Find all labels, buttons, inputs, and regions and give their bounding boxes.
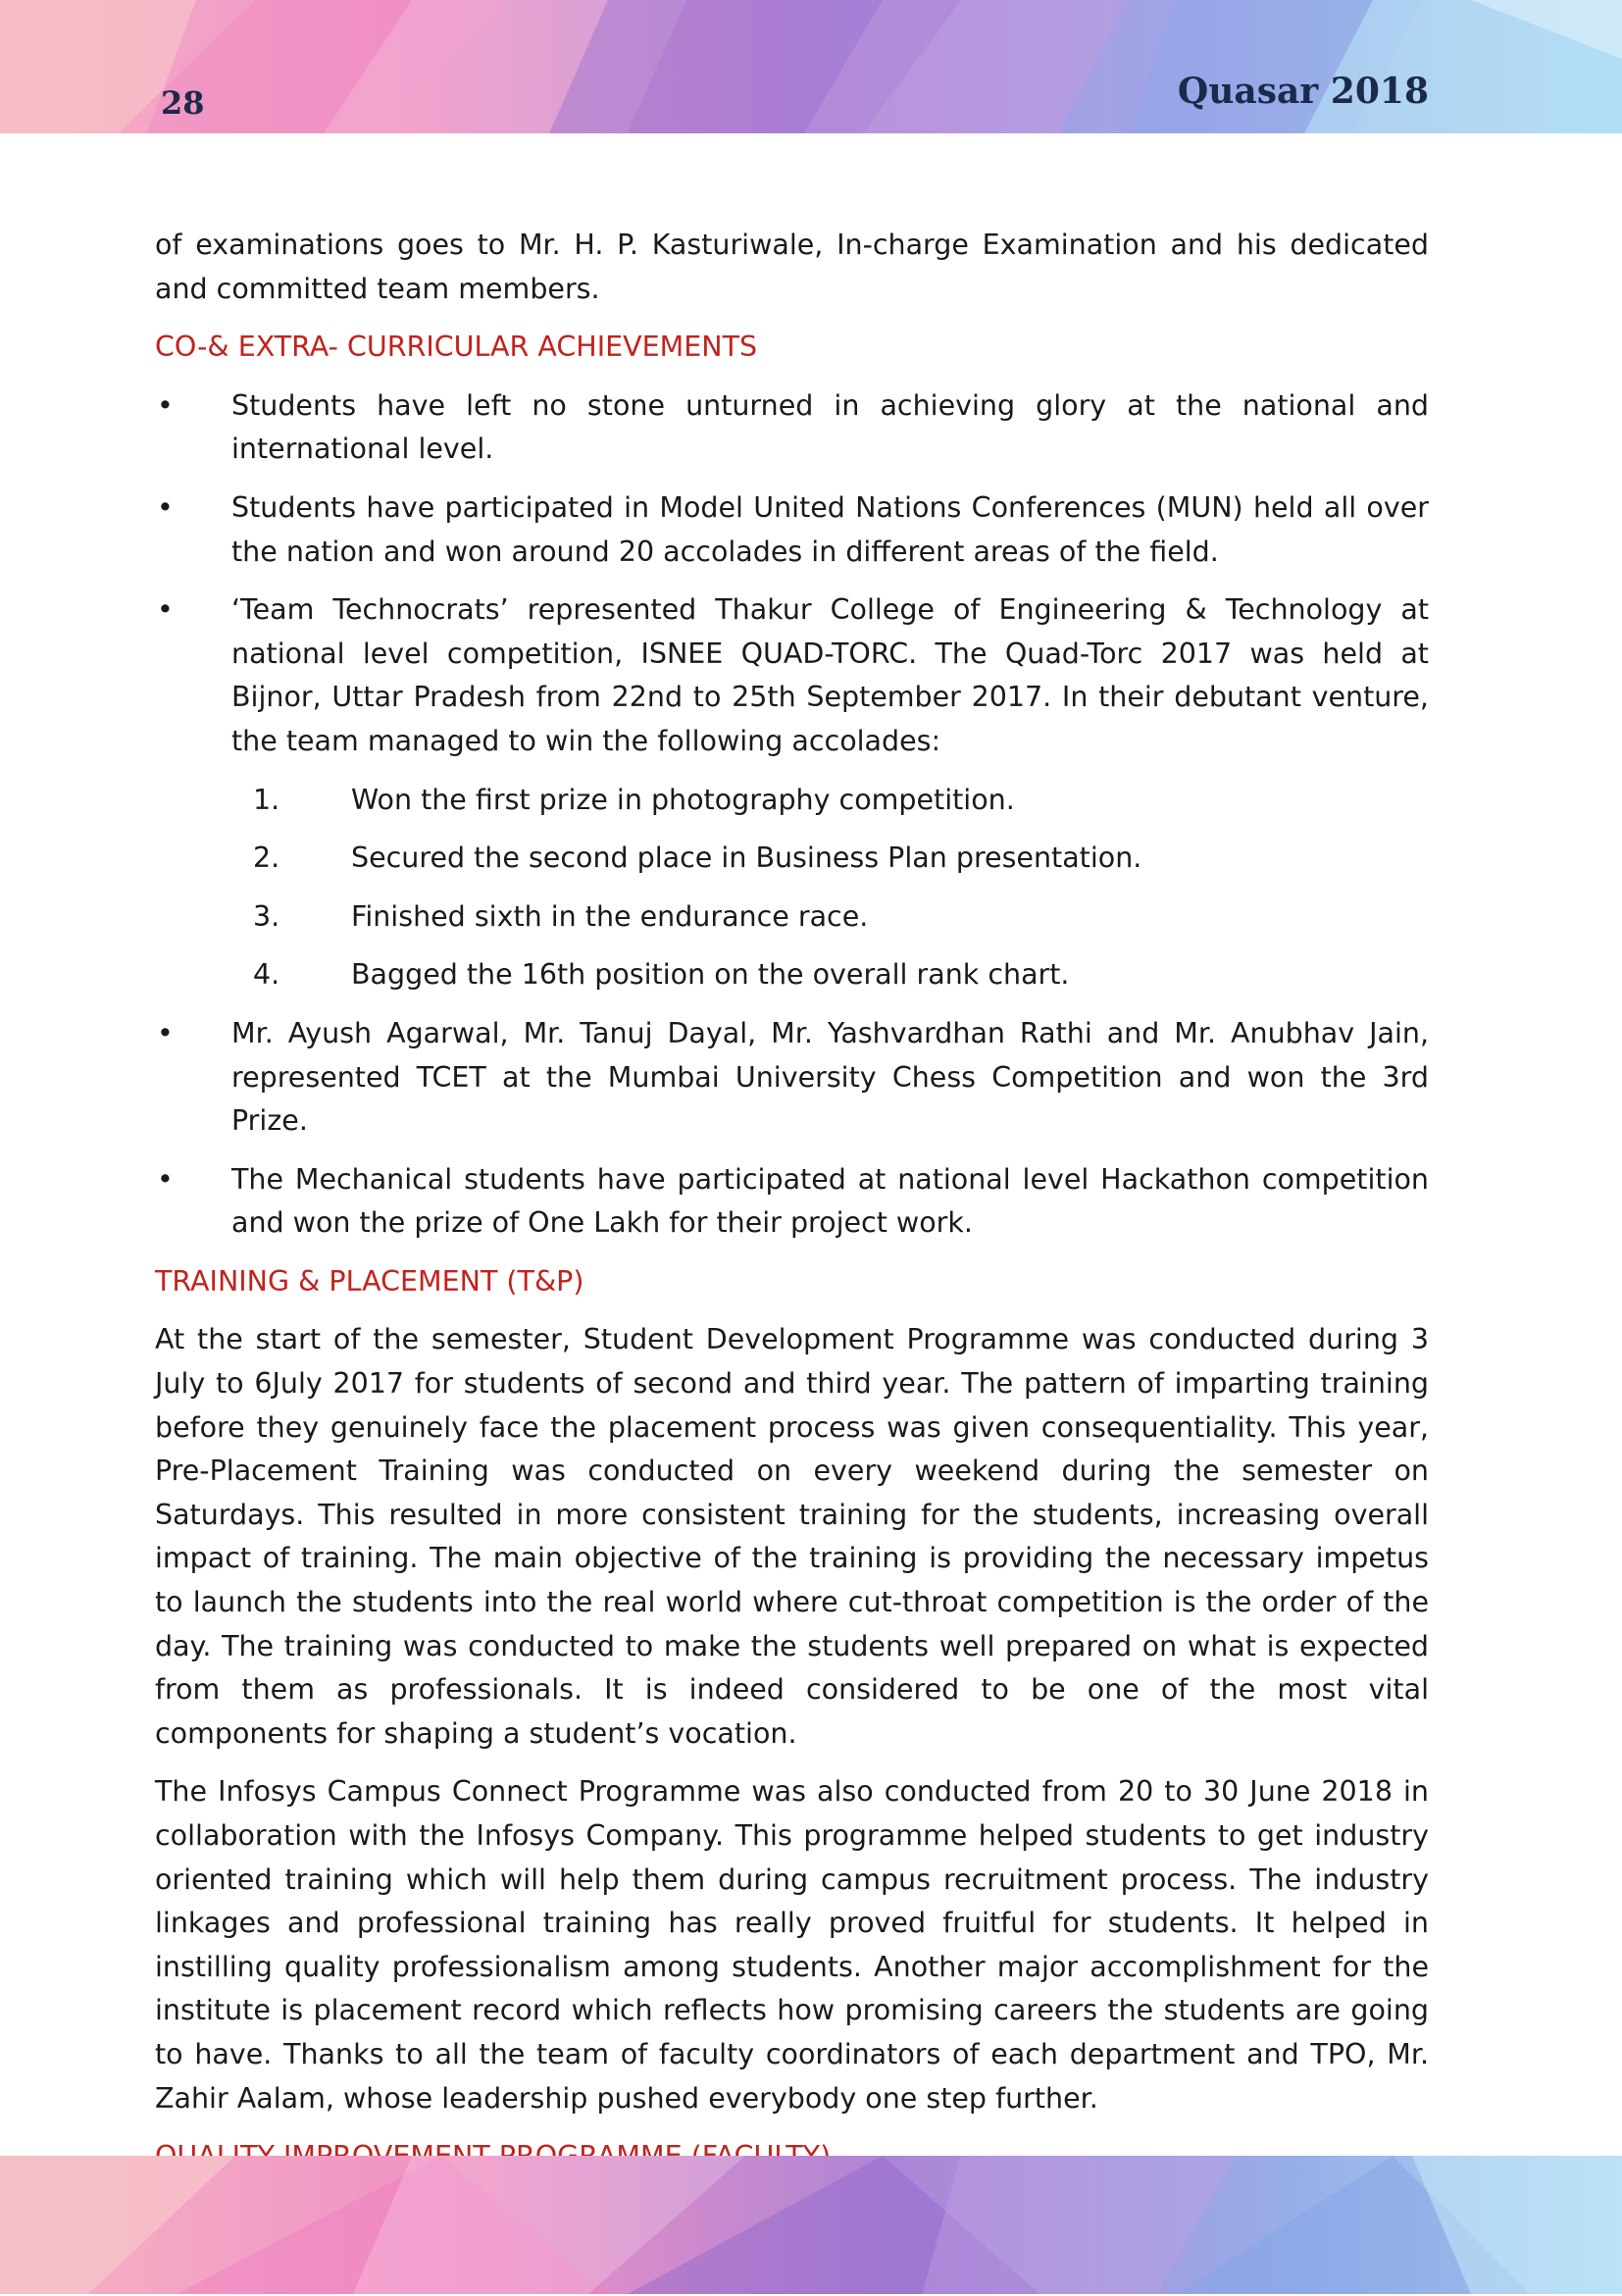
running-title: Quasar 2018 <box>1177 71 1429 112</box>
list-item-text: Mr. Ayush Agarwal, Mr. Tanuj Dayal, Mr. Yashvardhan Rathi and Mr. Anubhav Jain, represented TCET at the Mumbai University Chess Competition and won the 3rd Prize. <box>231 1016 1429 1138</box>
accolade-text: Bagged the 16th position on the overall rank chart. <box>351 958 1070 992</box>
footer-banner-graphic <box>0 2156 1622 2294</box>
accolade-item <box>155 895 1429 940</box>
accolades-list <box>155 779 1429 997</box>
section-heading-co-extra-curricular: CO-& EXTRA- CURRICULAR ACHIEVEMENTS <box>155 331 758 364</box>
accolade-item <box>155 779 1429 823</box>
achievements-list <box>155 384 1429 1246</box>
list-item <box>155 1158 1429 1246</box>
intro-paragraph: of examinations goes to Mr. H. P. Kasturiwale, In-charge Examination and his dedicated and committed team members. <box>155 229 1429 305</box>
header-banner-graphic <box>0 0 1622 133</box>
accolade-number: 2. <box>253 842 280 875</box>
bullet-icon: • <box>157 1016 174 1049</box>
section-heading-training-placement: TRAINING & PLACEMENT (T&P) <box>155 1264 584 1298</box>
paragraph: The Infosys Campus Connect Programme was also conducted from 20 to 30 June 2018 in collaboration with the Infosys Company. This programme helped students to get industry oriented training which will help them during campus recruitment process. The industry linkages and professional training has really proved fruitful for students. It helped in instilling quality professionalism among students. Another major accomplishment for the institute is placement record which reflects how promising careers the students are going to have. Thanks to all the team of faculty coordinators of each department and TPO, Mr. Zahir Aalam, whose leadership pushed everybody one step further. <box>155 1775 1429 2115</box>
accolade-text: Secured the second place in Business Plan presentation. <box>351 842 1142 875</box>
accolade-text: Won the first prize in photography competition. <box>351 783 1015 816</box>
document-body <box>155 224 1429 2296</box>
bullet-icon: • <box>157 490 174 524</box>
footer-banner <box>0 2156 1622 2294</box>
accolade-number: 3. <box>253 899 280 933</box>
header-banner <box>0 0 1622 133</box>
list-item <box>155 486 1429 574</box>
bullet-icon: • <box>157 1162 174 1196</box>
list-item-text: ‘Team Technocrats’ represented Thakur College of Engineering & Technology at national level competition, ISNEE QUAD-TORC. The Quad-Torc 2017 was held at Bijnor, Uttar Pradesh from 22nd to 25th September 2017. In their debutant venture, the team managed to win the following accolades: <box>231 593 1429 757</box>
paragraph: At the start of the semester, Student Development Programme was conducted during 3 July to 6July 2017 for students of second and third year. The pattern of imparting training before they genuinely face the placement process was given consequentiality. This year, Pre-Placement Training was conducted on every weekend during the semester on Saturdays. This resulted in more consistent training for the students, increasing overall impact of training. The main objective of the training is providing the necessary impetus to launch the students into the real world where cut-throat competition is the order of the day. The training was conducted to make the students well prepared on what is expected from them as professionals. It is indeed considered to be one of the most vital components for shaping a student’s vocation. <box>155 1323 1429 1750</box>
accolade-text: Finished sixth in the endurance race. <box>351 899 869 933</box>
accolade-number: 1. <box>253 783 280 816</box>
accolade-item <box>155 953 1429 997</box>
list-item <box>155 588 1429 997</box>
list-item-text: Students have participated in Model United Nations Conferences (MUN) held all over the nation and won around 20 accolades in different areas of the field. <box>231 490 1429 568</box>
bullet-icon: • <box>157 388 174 422</box>
page-number: 28 <box>161 84 205 122</box>
list-item-text: Students have left no stone unturned in achieving glory at the national and international level. <box>231 388 1429 466</box>
list-item <box>155 384 1429 472</box>
accolade-number: 4. <box>253 958 280 992</box>
accolade-item <box>155 837 1429 881</box>
list-item <box>155 1012 1429 1144</box>
list-item-text: The Mechanical students have participated at national level Hackathon competition and won the prize of One Lakh for their project work. <box>231 1162 1429 1240</box>
bullet-icon: • <box>157 593 174 627</box>
